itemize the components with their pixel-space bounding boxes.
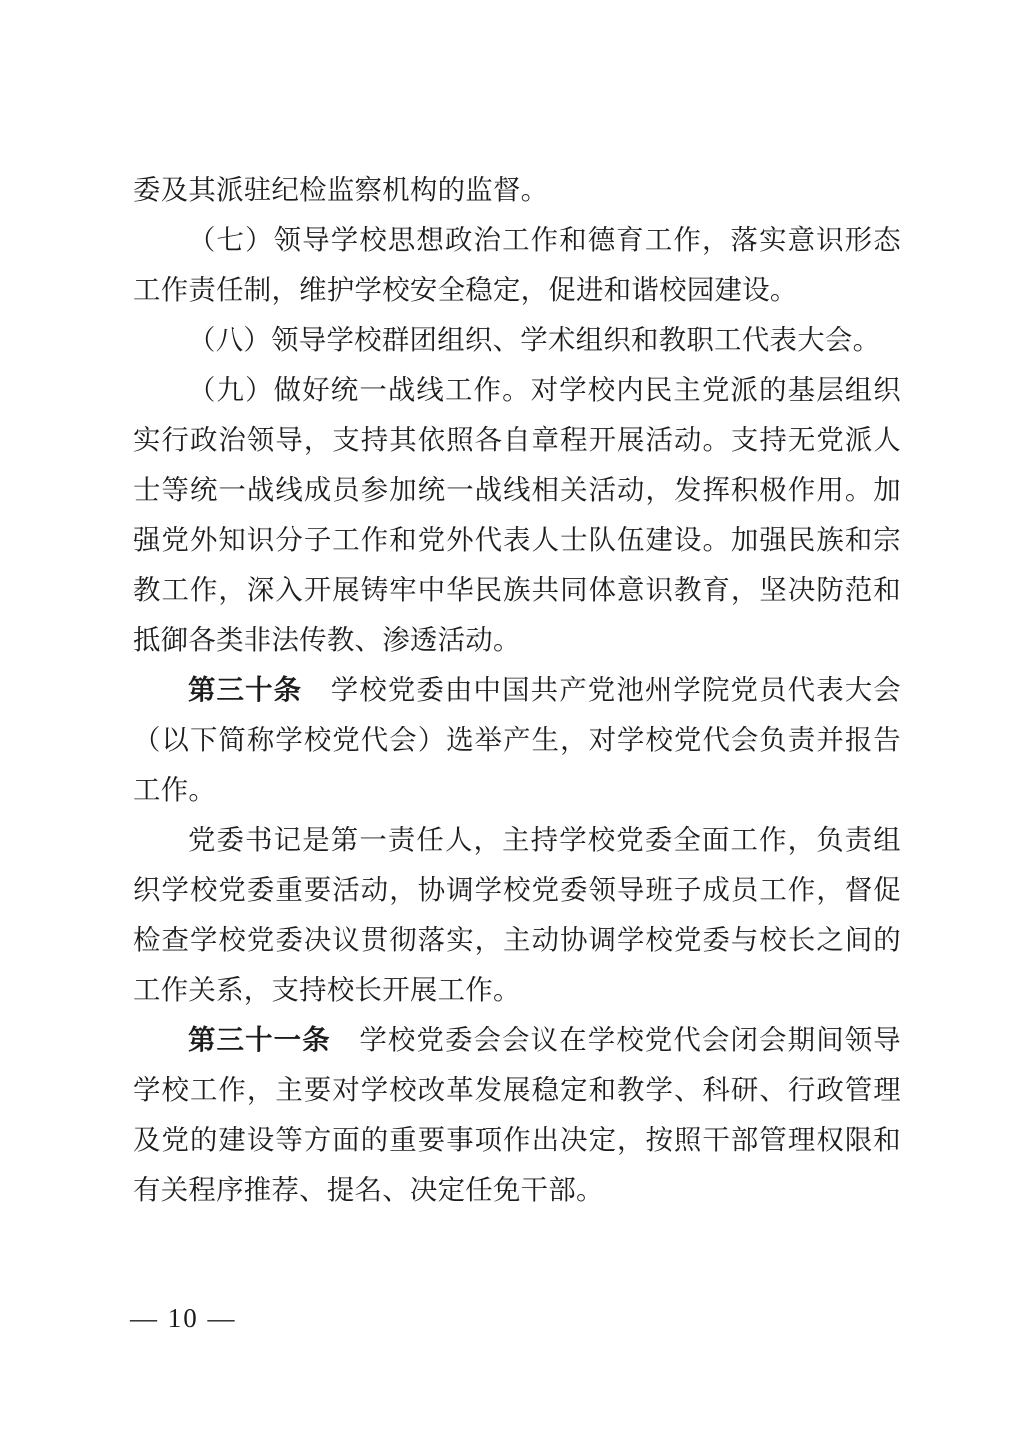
paragraph (133, 315, 901, 365)
text-segment: （八）领导学校群团组织、学术组织和教职工代表大会。 (188, 325, 881, 355)
article-number: 第三十一条 (188, 1025, 331, 1055)
paragraph (133, 165, 901, 215)
document-body (133, 165, 901, 1215)
text-segment: 学校党委由中国共产党池州学院党员代表大会（以下简称学校党代会）选举产生，对学校党代会负责并报告工作。 (133, 675, 901, 805)
paragraph (133, 365, 901, 665)
article-number: 第三十条 (188, 675, 303, 705)
text-segment: 党委书记是第一责任人，主持学校党委全面工作，负责组织学校党委重要活动，协调学校党委领导班子成员工作，督促检查学校党委决议贯彻落实，主动协调学校党委与校长之间的工作关系，支持校长开展工作。 (133, 825, 901, 1005)
paragraph (133, 215, 901, 315)
paragraph (133, 665, 901, 815)
text-segment: （九）做好统一战线工作。对学校内民主党派的基层组织实行政治领导，支持其依照各自章程开展活动。支持无党派人士等统一战线成员参加统一战线相关活动，发挥积极作用。加强党外知识分子工作和党外代表人士队伍建设。加强民族和宗教工作，深入开展铸牢中华民族共同体意识教育，坚决防范和抵御各类非法传教、渗透活动。 (133, 375, 901, 655)
text-segment: 委及其派驻纪检监察机构的监督。 (133, 175, 549, 205)
text-segment: （七）领导学校思想政治工作和德育工作，落实意识形态工作责任制，维护学校安全稳定，促进和谐校园建设。 (133, 225, 901, 305)
paragraph (133, 815, 901, 1015)
paragraph (133, 1015, 901, 1215)
text-segment: 学校党委会会议在学校党代会闭会期间领导学校工作，主要对学校改革发展稳定和教学、科研、行政管理及党的建设等方面的重要事项作出决定，按照干部管理权限和有关程序推荐、提名、决定任免干部。 (133, 1025, 901, 1205)
page-number: — 10 — (130, 1303, 237, 1333)
